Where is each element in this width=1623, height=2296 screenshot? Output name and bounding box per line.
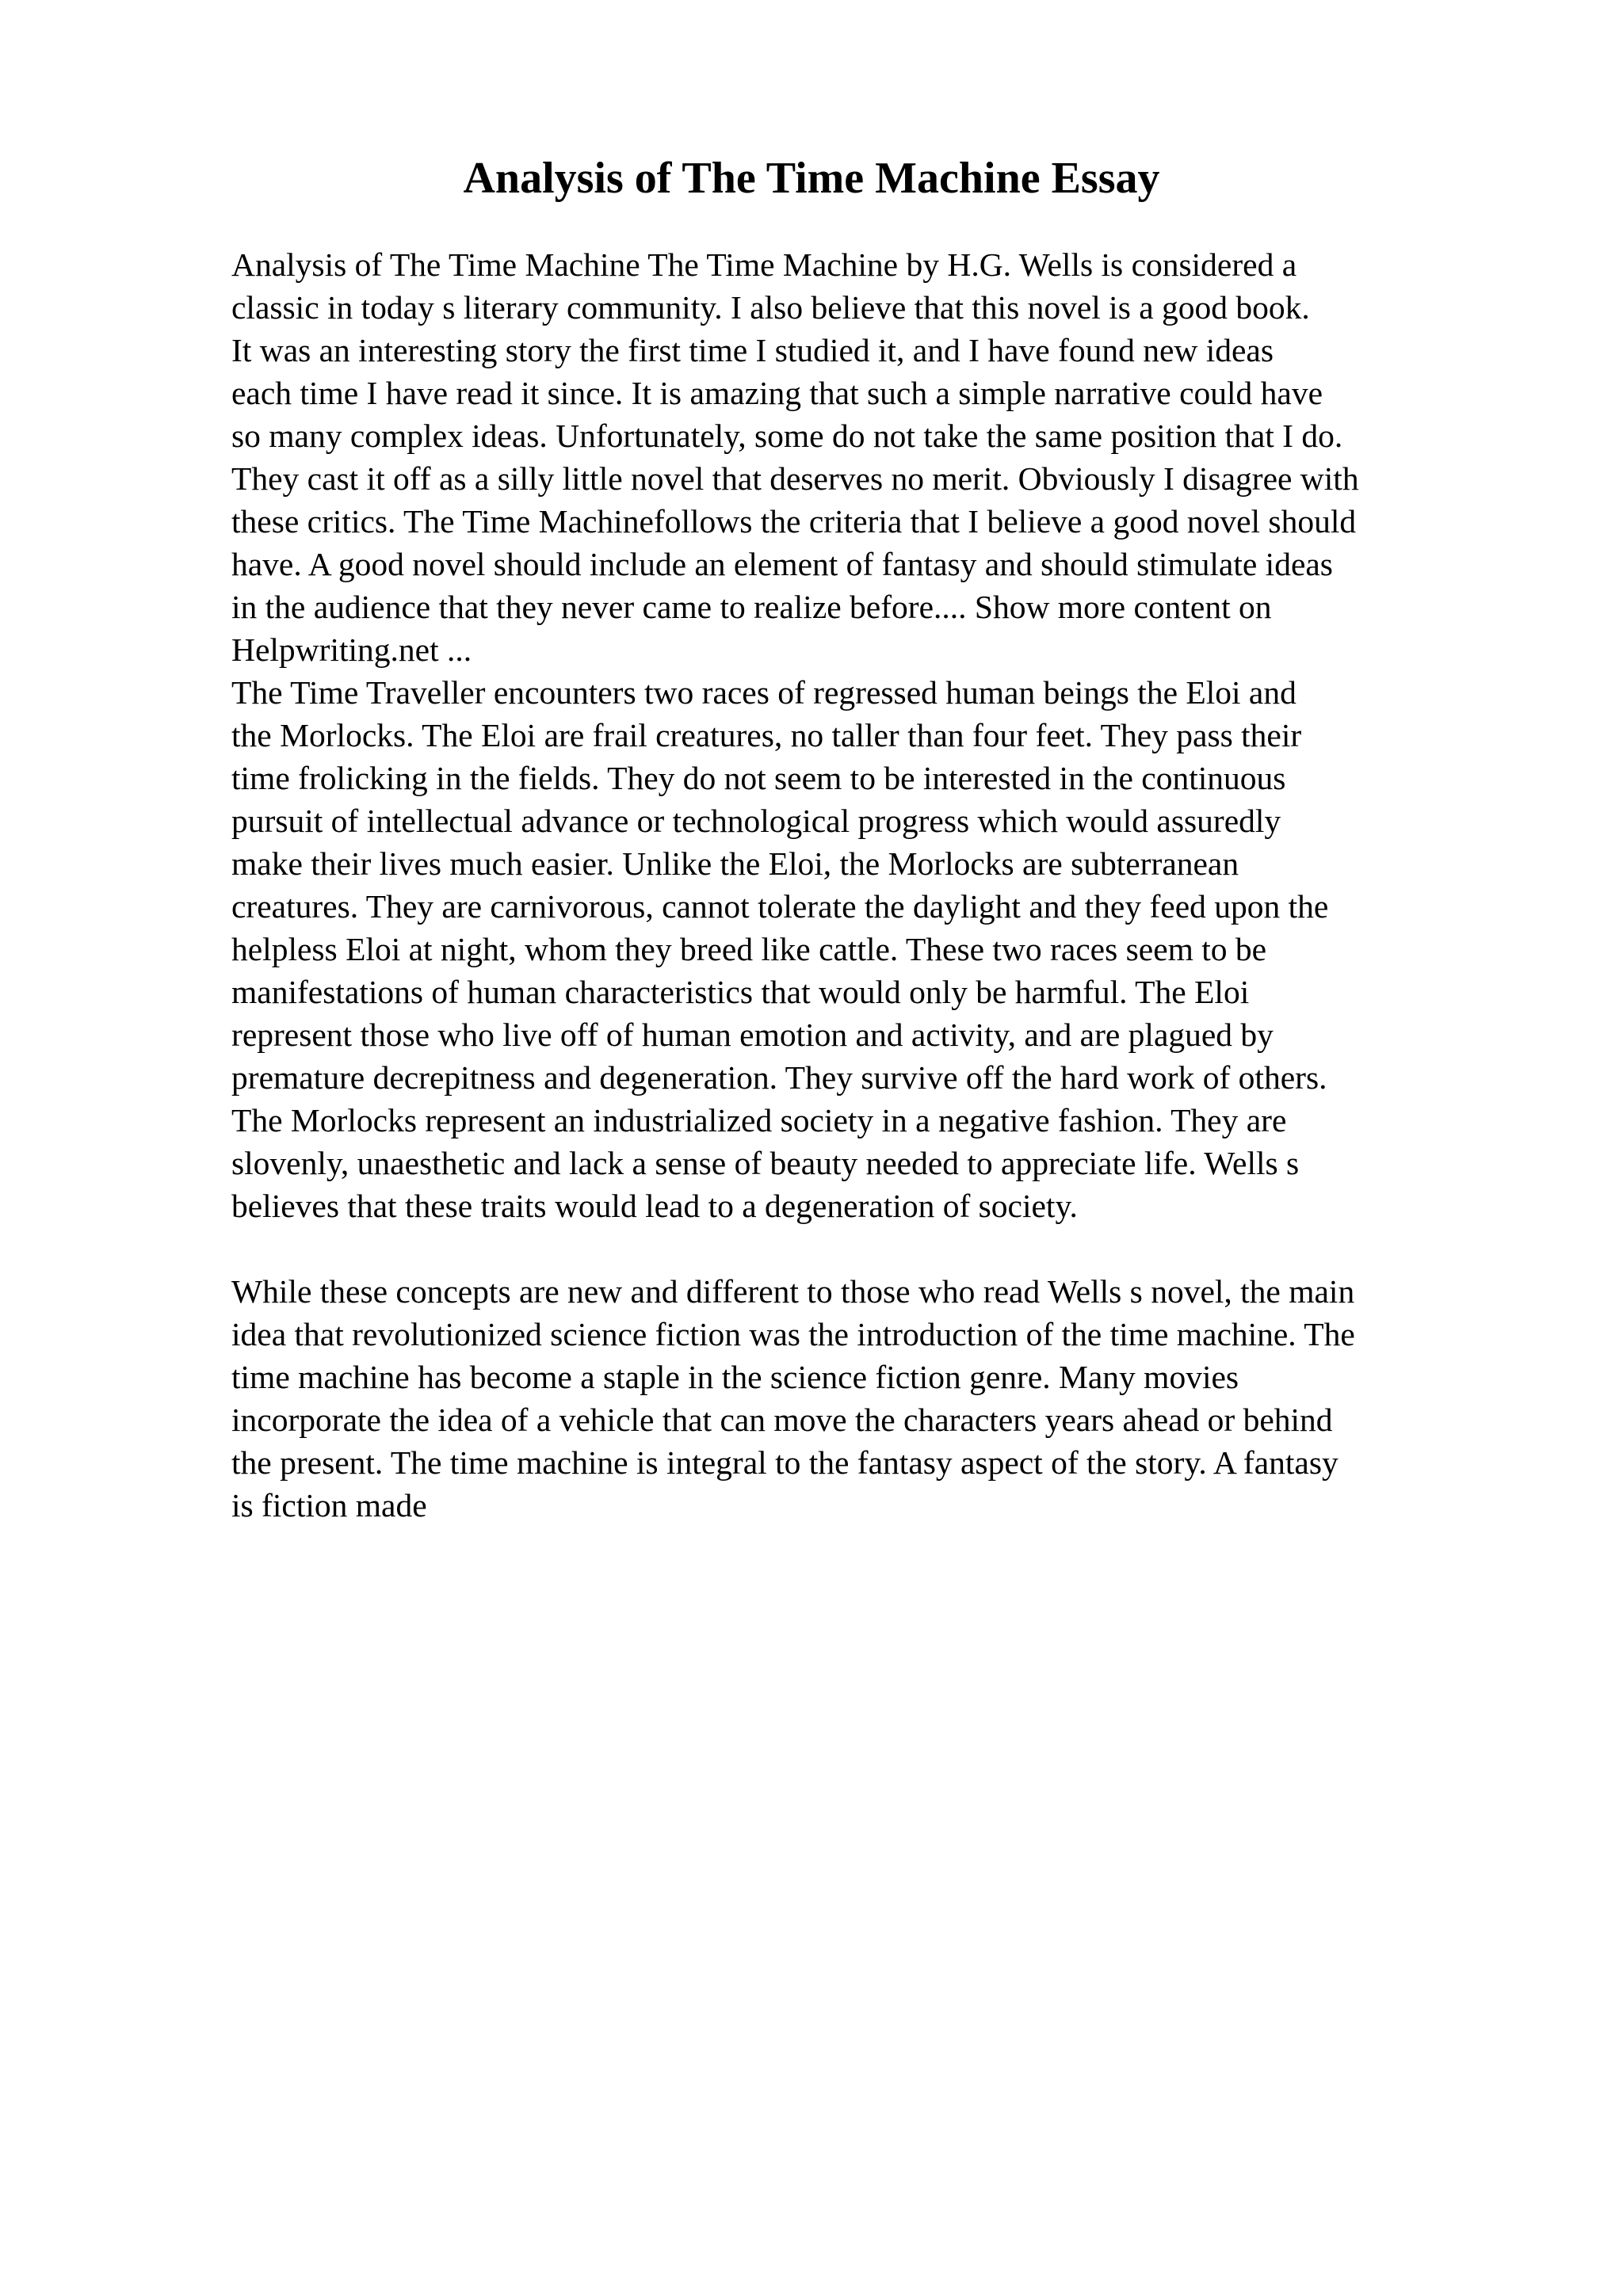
text-line: in the audience that they never came to realize before.... Show more content on [231,589,1272,625]
text-line: The Morlocks represent an industrialized society in a negative fashion. They are [231,1102,1287,1138]
text-line: It was an interesting story the first time I studied it, and I have found new ideas [231,332,1274,368]
text-line: time frolicking in the fields. They do not seem to be interested in the continuous [231,760,1286,796]
text-line: have. A good novel should include an element of fantasy and should stimulate ideas [231,546,1333,582]
text-line: While these concepts are new and different to those who read Wells s novel, the main [231,1273,1355,1310]
text-line: represent those who live off of human emotion and activity, and are plagued by [231,1016,1274,1053]
text-line: these critics. The Time Machinefollows the criteria that I believe a good novel should [231,503,1357,540]
text-line: Analysis of The Time Machine The Time Machine by H.G. Wells is considered a [231,246,1297,283]
text-line: The Time Traveller encounters two races of regressed human beings the Eloi and [231,674,1296,711]
text-line: the present. The time machine is integral to the fantasy aspect of the story. A fantasy [231,1444,1338,1481]
text-line: premature decrepitness and degeneration. They survive off the hard work of others. [231,1059,1327,1096]
text-line: creatures. They are carnivorous, cannot tolerate the daylight and they feed upon the [231,888,1329,925]
document-title: Analysis of The Time Machine Essay [463,154,1160,203]
text-line: helpless Eloi at night, whom they breed like cattle. These two races seem to be [231,931,1267,967]
text-line: incorporate the idea of a vehicle that can move the characters years ahead or behind [231,1402,1333,1438]
text-line: make their lives much easier. Unlike the Eloi, the Morlocks are subterranean [231,845,1239,882]
text-line: idea that revolutionized science fiction was the introduction of the time machine. The [231,1316,1355,1352]
text-line: They cast it off as a silly little novel that deserves no merit. Obviously I disagree with [231,460,1359,497]
document-body [231,243,1547,1527]
text-line: is fiction made [231,1487,427,1524]
text-line: classic in today s literary community. I also believe that this novel is a good book. [231,289,1310,326]
text-line: manifestations of human characteristics that would only be harmful. The Eloi [231,974,1250,1010]
text-line: each time I have read it since. It is amazing that such a simple narrative could have [231,375,1323,411]
text-line: Helpwriting.net ... [231,631,472,668]
paragraph-intro [231,243,1547,671]
text-line: slovenly, unaesthetic and lack a sense of beauty needed to appreciate life. Wells s [231,1145,1300,1181]
text-line: believes that these traits would lead to a degeneration of society. [231,1188,1078,1224]
paragraph-spacer [231,1227,1547,1270]
text-line: pursuit of intellectual advance or technological progress which would assuredly [231,803,1281,839]
text-line: so many complex ideas. Unfortunately, some do not take the same position that I do. [231,418,1343,454]
text-line: time machine has become a staple in the science fiction genre. Many movies [231,1359,1239,1395]
paragraph-races [231,671,1547,1227]
text-line: the Morlocks. The Eloi are frail creatures, no taller than four feet. They pass their [231,717,1302,753]
paragraph-time-machine [231,1270,1547,1527]
